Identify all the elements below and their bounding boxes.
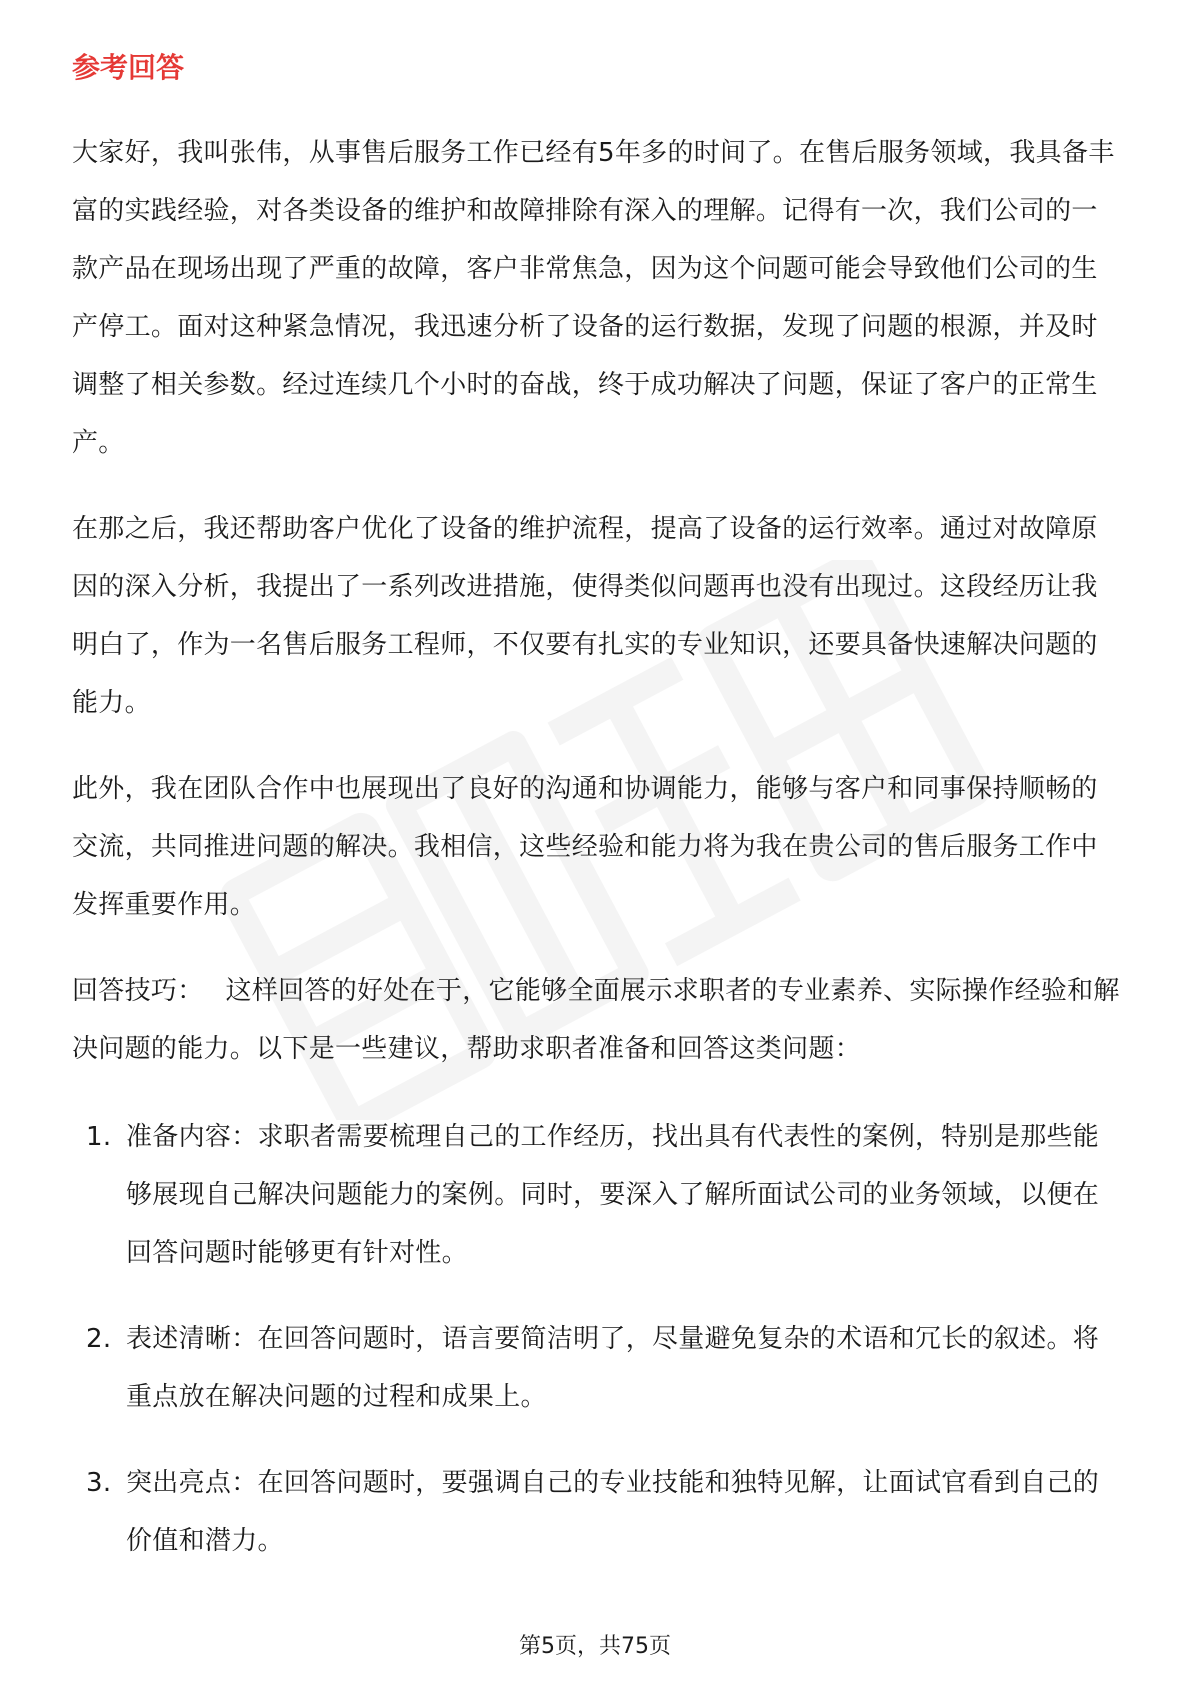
list-item-number: 2. [86, 1324, 112, 1354]
list-item-number: 3. [86, 1468, 112, 1498]
page-number: 第5页，共75页 [519, 1634, 671, 1659]
list-item [72, 1454, 1120, 1570]
list-item [72, 1310, 1120, 1426]
list-item [72, 1108, 1120, 1282]
tips-text: 这样回答的好处在于，它能够全面展示求职者的专业素养、实际操作经验和解决问题的能力。以下是一些建议，帮助求职者准备和回答这类问题： [72, 976, 1120, 1064]
answer-tips [72, 962, 1120, 1078]
list-item-text: 表述清晰：在回答问题时，语言要简洁明了，尽量避免复杂的术语和冗长的叙述。将重点放在解决问题的过程和成果上。 [126, 1324, 1100, 1412]
tips-list [72, 1108, 1120, 1570]
answer-paragraph-2: 在那之后，我还帮助客户优化了设备的维护流程，提高了设备的运行效率。通过对故障原因的深入分析，我提出了一系列改进措施，使得类似问题再也没有出现过。这段经历让我明白了，作为一名售后服务工程师，不仅要有扎实的专业知识，还要具备快速解决问题的能力。 [72, 514, 1098, 718]
answer-paragraph-1: 大家好，我叫张伟，从事售后服务工作已经有5年多的时间了。在售后服务领域，我具备丰富的实践经验，对各类设备的维护和故障排除有深入的理解。记得有一次，我们公司的一款产品在现场出现了严重的故障，客户非常焦急，因为这个问题可能会导致他们公司的生产停工。面对这种紧急情况，我迅速分析了设备的运行数据，发现了问题的根源，并及时调整了相关参数。经过连续几个小时的奋战，终于成功解决了问题，保证了客户的正常生产。 [72, 138, 1115, 458]
document-body [72, 48, 1120, 1598]
answer-paragraph-3: 此外，我在团队合作中也展现出了良好的沟通和协调能力，能够与客户和同事保持顺畅的交流，共同推进问题的解决。我相信，这些经验和能力将为我在贵公司的售后服务工作中发挥重要作用。 [72, 774, 1098, 920]
section-heading: 参考回答 [72, 51, 185, 84]
tips-label: 回答技巧： [72, 976, 204, 1006]
list-item-text: 准备内容：求职者需要梳理自己的工作经历，找出具有代表性的案例，特别是那些能够展现自己解决问题能力的案例。同时，要深入了解所面试公司的业务领域，以便在回答问题时能够更有针对性。 [126, 1122, 1100, 1268]
list-item-text: 突出亮点：在回答问题时，要强调自己的专业技能和独特见解，让面试官看到自己的价值和潜力。 [126, 1468, 1100, 1556]
list-item-number: 1. [86, 1122, 112, 1152]
